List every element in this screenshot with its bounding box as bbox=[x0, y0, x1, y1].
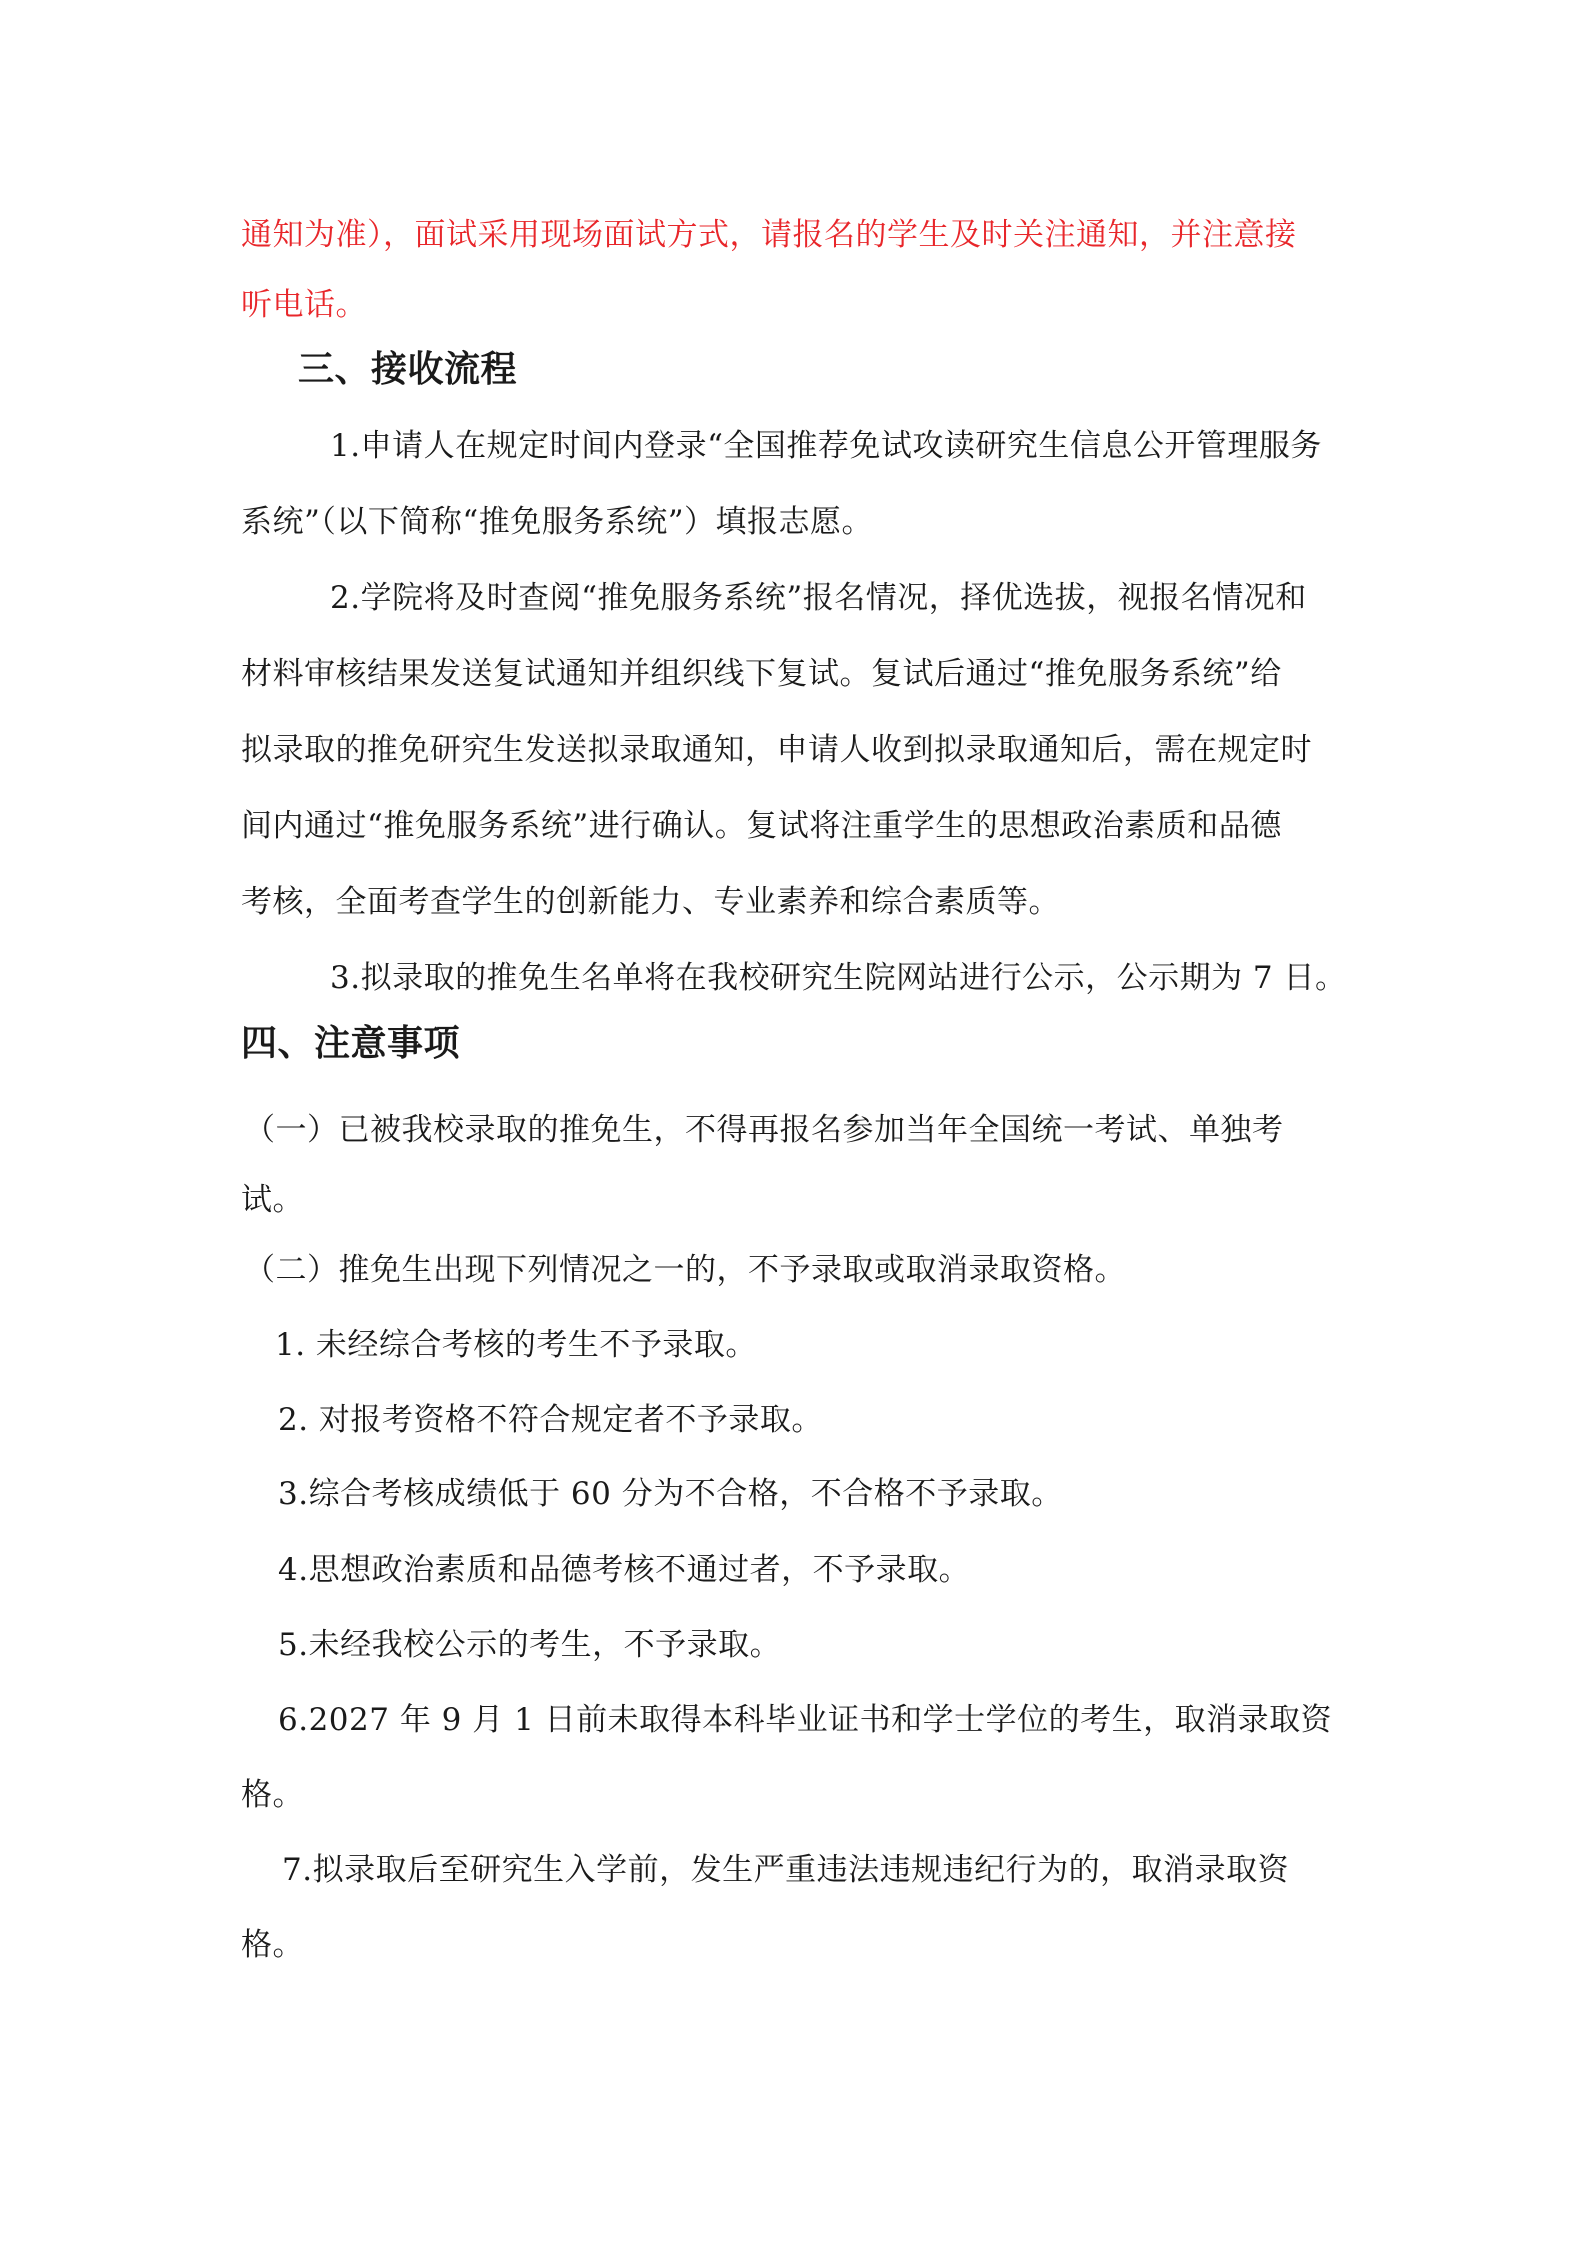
section-4-heading: 四、注意事项 bbox=[241, 1023, 461, 1064]
section-4-item-1-line-2: 试。 bbox=[241, 1182, 304, 1218]
section-4-sub-2: 2. 对报考资格不符合规定者不予录取。 bbox=[278, 1402, 823, 1438]
section-3-p1-line-1: 1.申请人在规定时间内登录“全国推荐免试攻读研究生信息公开管理服务 bbox=[330, 428, 1322, 464]
section-3-p2-line-1: 2.学院将及时查阅“推免服务系统”报名情况，择优选拔，视报名情况和 bbox=[330, 580, 1307, 616]
section-4-item-1-line-1: （一）已被我校录取的推免生，不得再报名参加当年全国统一考试、单独考 bbox=[244, 1112, 1284, 1148]
section-4-sub-6-line-2: 格。 bbox=[241, 1777, 304, 1813]
section-4-sub-7-line-1: 7.拟录取后至研究生入学前，发生严重违法违规违纪行为的，取消录取资 bbox=[282, 1852, 1290, 1888]
section-4-item-2-line-1: （二）推免生出现下列情况之一的，不予录取或取消录取资格。 bbox=[244, 1252, 1126, 1288]
section-3-heading: 三、接收流程 bbox=[298, 349, 518, 390]
section-3-p2-line-4: 间内通过“推免服务系统”进行确认。复试将注重学生的思想政治素质和品德 bbox=[241, 808, 1282, 844]
section-4-sub-7-line-2: 格。 bbox=[241, 1927, 304, 1963]
section-3-p3-line-1: 3.拟录取的推免生名单将在我校研究生院网站进行公示，公示期为 7 日。 bbox=[330, 960, 1347, 996]
section-4-sub-4: 4.思想政治素质和品德考核不通过者，不予录取。 bbox=[278, 1552, 971, 1588]
section-4-sub-3: 3.综合考核成绩低于 60 分为不合格，不合格不予录取。 bbox=[278, 1476, 1063, 1512]
intro-red-line-1: 通知为准），面试采用现场面试方式，请报名的学生及时关注通知，并注意接 bbox=[241, 217, 1297, 253]
section-3-p2-line-5: 考核，全面考查学生的创新能力、专业素养和综合素质等。 bbox=[241, 884, 1060, 920]
section-3-p2-line-3: 拟录取的推免研究生发送拟录取通知，申请人收到拟录取通知后，需在规定时 bbox=[241, 732, 1312, 768]
section-4-sub-5: 5.未经我校公示的考生，不予录取。 bbox=[278, 1627, 782, 1663]
section-3-p2-line-2: 材料审核结果发送复试通知并组织线下复试。复试后通过“推免服务系统”给 bbox=[241, 656, 1282, 692]
section-4-sub-6-line-1: 6.2027 年 9 月 1 日前未取得本科毕业证书和学士学位的考生，取消录取资 bbox=[278, 1702, 1333, 1738]
intro-red-line-2: 听电话。 bbox=[241, 287, 367, 323]
section-4-sub-1: 1. 未经综合考核的考生不予录取。 bbox=[275, 1327, 757, 1363]
section-3-p1-line-2: 系统”（以下简称“推免服务系统”）填报志愿。 bbox=[241, 504, 874, 540]
